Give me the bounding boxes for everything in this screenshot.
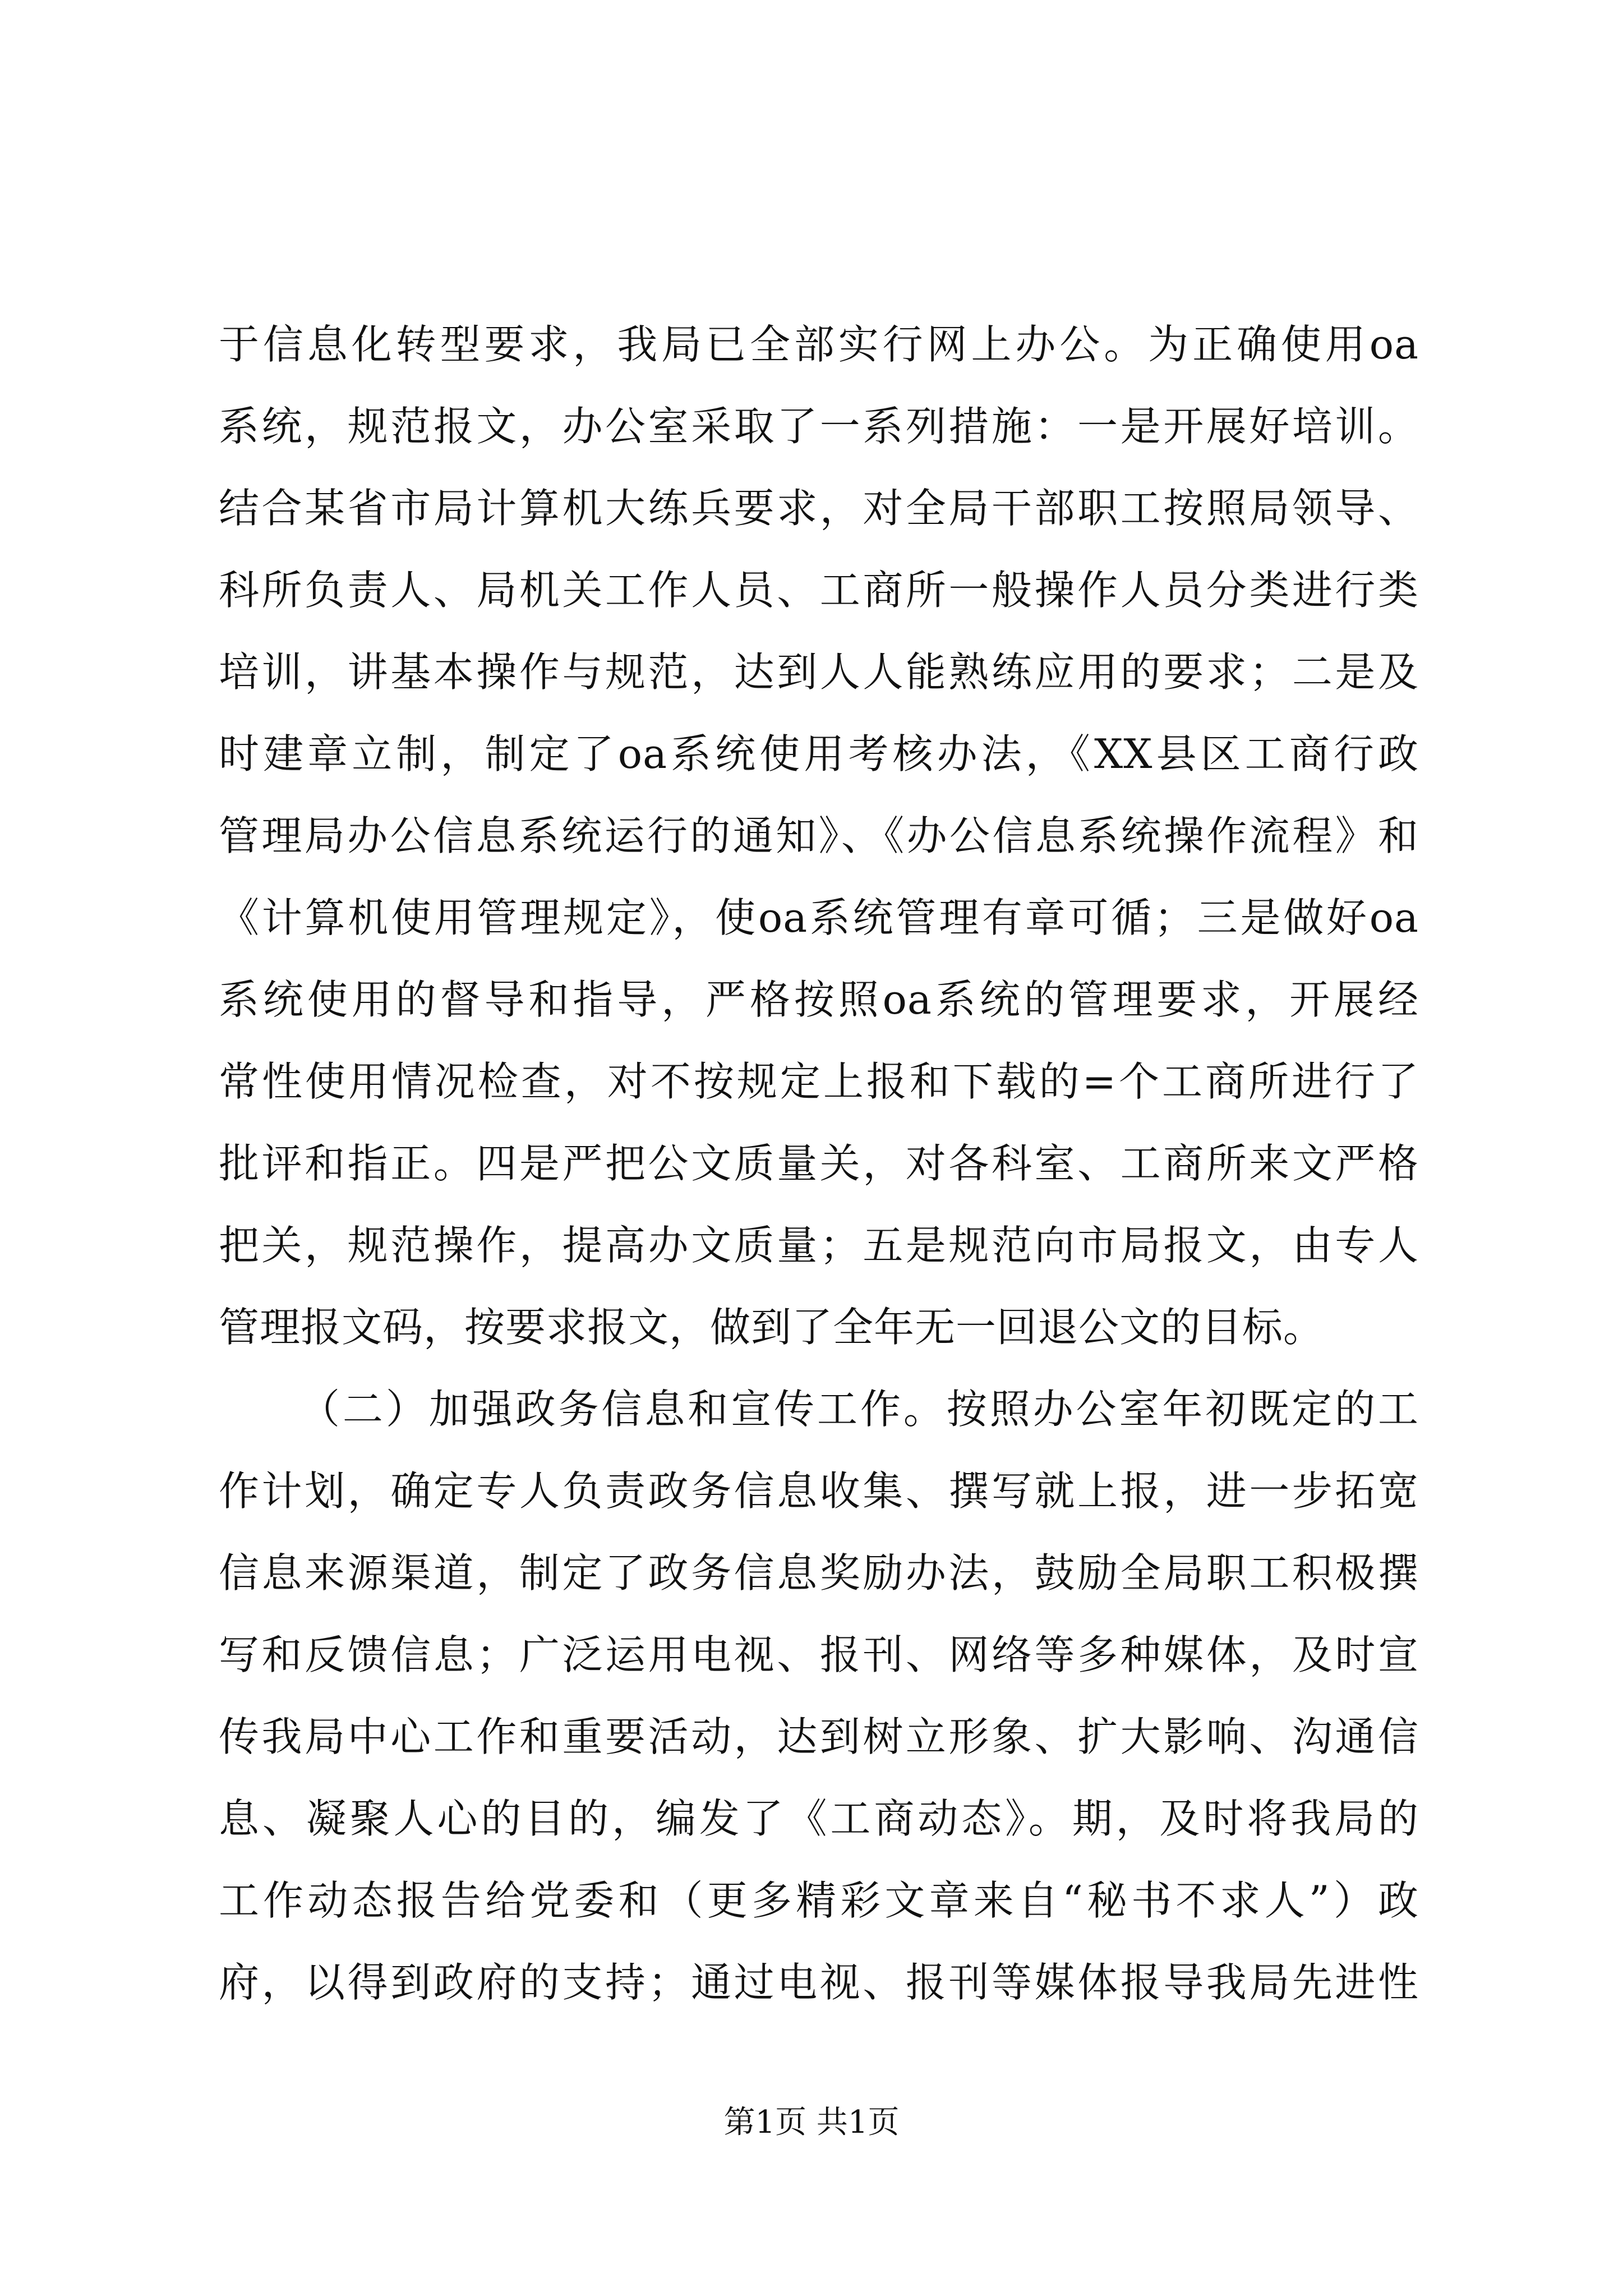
paragraph-line: 管理局办公信息系统运行的通知》、《办公信息系统操作流程》和	[219, 812, 1419, 859]
paragraph-line: 传我局中心工作和重要活动，达到树立形象、扩大影响、沟通信	[219, 1713, 1419, 1760]
paragraph-line: 信息来源渠道，制定了政务信息奖励办法，鼓励全局职工积极撰	[219, 1549, 1419, 1596]
paragraph-line: 培训，讲基本操作与规范，达到人人能熟练应用的要求；二是及	[219, 648, 1419, 696]
paragraph-line: 科所负责人、局机关工作人员、工商所一般操作人员分类进行类	[219, 567, 1419, 614]
paragraph-line: 于信息化转型要求，我局已全部实行网上办公。为正确使用oa	[219, 321, 1419, 368]
paragraph-line: 系统，规范报文，办公室采取了一系列措施：一是开展好培训。	[219, 403, 1419, 450]
paragraph-line: 时建章立制，制定了oa系统使用考核办法，《XX县区工商行政	[219, 730, 1419, 777]
page-number: 第1页 共1页	[723, 2104, 900, 2141]
paragraph-line: 结合某省市局计算机大练兵要求，对全局干部职工按照局领导、	[219, 485, 1419, 532]
paragraph-line: 把关，规范操作，提高办文质量；五是规范向市局报文，由专人	[219, 1222, 1419, 1269]
paragraph-line: 写和反馈信息；广泛运用电视、报刊、网络等多种媒体，及时宣	[219, 1631, 1419, 1678]
paragraph-line: 常性使用情况检查，对不按规定上报和下载的=个工商所进行了	[219, 1058, 1419, 1105]
paragraph-line: 府，以得到政府的支持；通过电视、报刊等媒体报导我局先进性	[219, 1959, 1419, 2006]
paragraph-last-line: 管理报文码，按要求报文，做到了全年无一回退公文的目标。	[219, 1304, 1325, 1351]
paragraph-line: 作计划，确定专人负责政务信息收集、撰写就上报，进一步拓宽	[219, 1467, 1419, 1515]
paragraph-line: 系统使用的督导和指导，严格按照oa系统的管理要求，开展经	[219, 976, 1419, 1023]
paragraph-first-line: （二）加强政务信息和宣传工作。按照办公室年初既定的工	[299, 1386, 1419, 1433]
paragraph-line: 息、凝聚人心的目的，编发了《工商动态》。期，及时将我局的	[219, 1795, 1419, 1842]
paragraph-line: 《计算机使用管理规定》，使oa系统管理有章可循；三是做好oa	[219, 894, 1419, 941]
paragraph-line: 工作动态报告给党委和（更多精彩文章来自“秘书不求人”）政	[219, 1877, 1419, 1924]
paragraph-line: 批评和指正。四是严把公文质量关，对各科室、工商所来文严格	[219, 1140, 1419, 1187]
